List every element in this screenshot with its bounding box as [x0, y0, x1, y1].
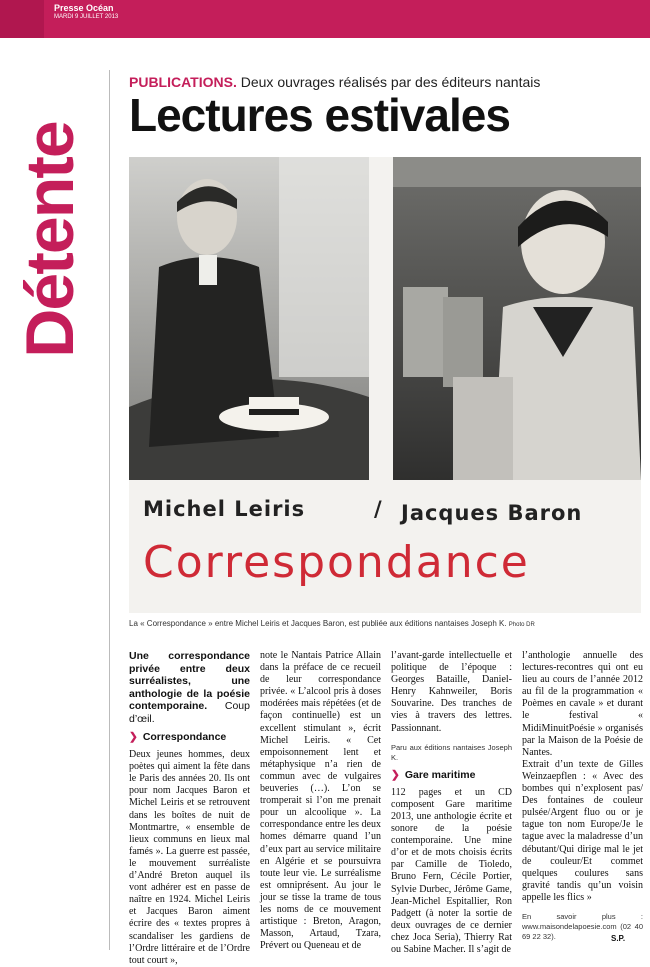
article-headline: Lectures estivales [129, 89, 510, 141]
publisher-note: Paru aux éditions nantaises Joseph K. [391, 742, 512, 762]
cover-slash: / [374, 497, 382, 521]
cover-author-1: Michel Leiris [143, 497, 306, 521]
cover-title: Correspondance [143, 537, 530, 588]
article-column-3 [391, 650, 512, 956]
subhead-gare-maritime [391, 769, 512, 781]
article-column-1 [129, 650, 250, 967]
chevron-right-icon: ❯ [129, 731, 138, 743]
lead-plain: Coup d’œil. [129, 700, 250, 725]
body-paragraph: l’anthologie annuelle des lectures-recontres qui ont eu lieu au cours de l’année 2012 au fil de la programmation « Poèmes en cavale » et durant le festival « MidiMinuitPoésie » organisés par la Maison de la Poésie de Nantes. [522, 650, 643, 758]
body-paragraph: 112 pages et un CD composent Gare maritime 2013, une anthologie écrite et sonore de la poésie contemporaine. Une mine d’or et de mots choisis écrits par Camille de Tioledo, Bruno Fern, Cécile Portier, Sylvie Durbec, Jérôme Game, Jean-Michel Espitallier, Ron Padgett (à noter la sortie de deux ouvrages de ce dernier chez Joca Seria), Thierry Rat ou Sabine Macher. Il s’agit de [391, 786, 512, 955]
author-signature: S.P. [611, 934, 626, 943]
book-cover-photo [129, 157, 641, 613]
photo-caption [129, 619, 535, 628]
cover-author-2: Jacques Baron [401, 501, 583, 525]
photo-credit: Photo DR [508, 622, 535, 628]
portrait-michel-leiris [129, 157, 369, 480]
article-column-2 [260, 650, 381, 952]
masthead-bar [0, 0, 650, 38]
chevron-right-icon: ❯ [391, 768, 400, 781]
body-paragraph: Extrait d’un texte de Gilles Weinzaepflen : « Avec des bombes qui n’explosent pas/ Des fontaines de couleur pulsée/Argent fluo ou or je tague ton nom Europe/Je le tague avec la maladresse d’un débutant/Qui dirige mal le jet de couleur/Et commet quelques coulures sans gravité tandis qu’un voisin appelle les flics » [522, 758, 643, 903]
subhead-correspondance [129, 731, 250, 743]
article-column-4 [522, 650, 643, 942]
publication-name: Presse Océan [54, 3, 114, 13]
masthead-band [44, 0, 650, 38]
kicker-tag: PUBLICATIONS. [129, 74, 237, 90]
subhead-text: Gare maritime [404, 768, 476, 781]
body-paragraph: l’avant-garde intellectuelle et politique de l’époque : Georges Bataille, Daniel-Henry Kahnweiler, Boris Souvarine. Des tranches de vies à travers des lettres. Passionnant. [391, 650, 512, 734]
portrait-jacques-baron [393, 157, 641, 480]
section-label-text: Détente [12, 122, 88, 358]
column-divider [109, 70, 110, 950]
caption-text: La « Correspondance » entre Michel Leiris et Jacques Baron, est publiée aux éditions nantaises Joseph K. [129, 619, 507, 628]
subhead-text: Correspondance [142, 731, 227, 743]
more-info-note: En savoir plus : www.maisondelapoesie.com (02 40 69 22 32). [522, 911, 643, 941]
body-paragraph: Deux jeunes hommes, deux poètes qui aiment la fête dans le Paris des années 20. Ils ont pour nom Jacques Baron et Michel Leiris et se retrouvent dans les boîtes de nuit de Montmartre, « ensemble de lieux communs en lieux mal famés ». La guerre est passée, le mouvement surréaliste d’André Breton auquel ils vont adhérer est en passe de naître en 1924. Michel Leiris et Jacques Baron aiment écrire des « textes propres à scandaliser les gardiens de l’Ordre littéraire et de l’Ordre tout court », [129, 749, 250, 966]
section-label [0, 70, 100, 415]
lead-bold: Une correspondance privée entre deux surréalistes, une anthologie de la poésie contemporaine. [129, 650, 250, 712]
article-lead [129, 650, 250, 725]
kicker-text: Deux ouvrages réalisés par des éditeurs nantais [236, 74, 541, 90]
issue-date: MARDI 9 JUILLET 2013 [54, 14, 119, 20]
body-paragraph: note le Nantais Patrice Allain dans la préface de ce recueil de leur correspondance privée. « L’alcool pris à doses modérées mais répétées (et de façon continuelle) est un excellent stimulant », écrit Michel Leiris. « Cet empoisonnement lent et métaphysique n’a rien de commun avec de vulgaires beuveries (…). L’on se tromperait si l’on me prenait pour un alcoolique ». La correspondance entre les deux homes démarre quand l’un d’eux part au service militaire en Algérie et se poursuivra toute leur vie. Le surréalisme est omniprésent. Au jour le jour se tisse la trame de tous les noms de ce mouvement artistique : Breton, Aragon, Masson, Artaud, Tzara, Prévert ou Queneau et de [260, 650, 381, 952]
